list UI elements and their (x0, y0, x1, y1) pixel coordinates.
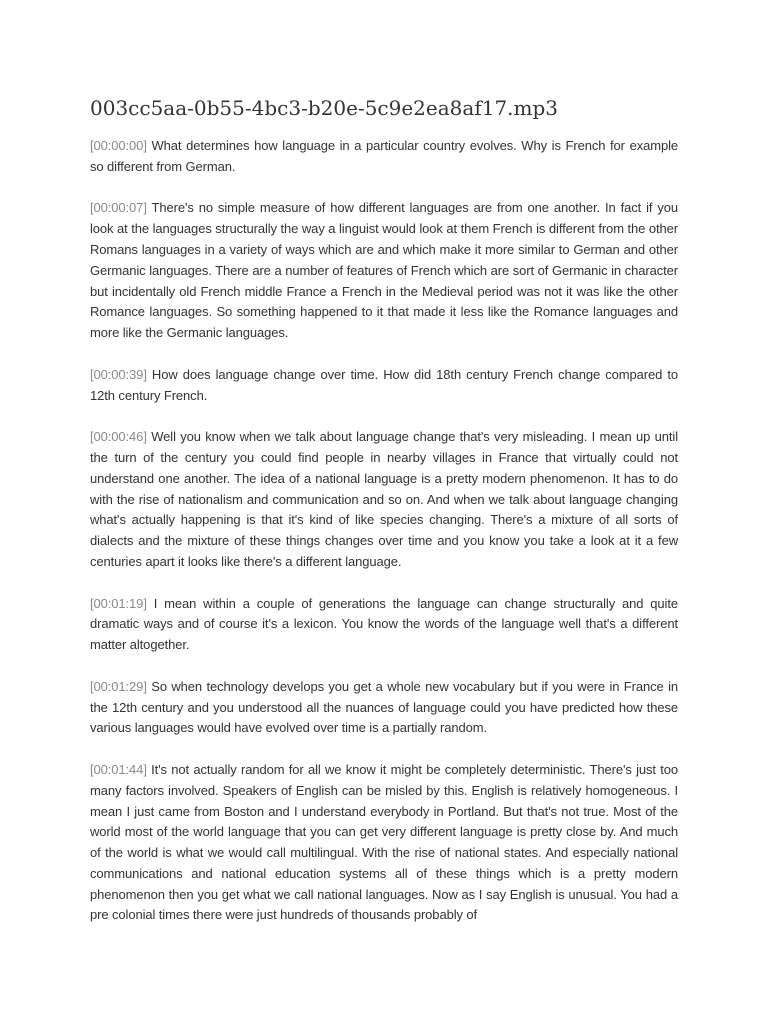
paragraph-text: How does language change over time. How did 18th century French change compared to 12th century French. (90, 366, 678, 403)
transcript-paragraph (90, 136, 678, 178)
paragraph-text: It's not actually random for all we know it might be completely deterministic. There's just too many factors involved. Speakers of English can be misled by this. English is relatively homogeneous. I mean I just came from Boston and I understand everybody in Portland. But that's not true. Most of the world most of the world language that you can get very different language is pretty close by. And much of the world is what we would call multilingual. With the rise of national states. And especially national communications and national education systems all of these things which is a pretty modern phenomenon then you get what we call national languages. Now as I say English is unusual. You had a pre colonial times there were just hundreds of thousands probably of (90, 761, 678, 923)
transcript-paragraph (90, 594, 678, 656)
timestamp: [00:00:46] (90, 429, 147, 445)
paragraph-text: Well you know when we talk about language change that's very misleading. I mean up until the turn of the century you could find people in nearby villages in France that virtually could not understand one another. The idea of a national language is a pretty modern phenomenon. It has to do with the rise of nationalism and communication and so on. And when we talk about language changing what's actually happening is that it's kind of like species changing. There's a mixture of all sorts of dialects and the mixture of these things changes over time and you know you take a look at it a few centuries apart it looks like there's a different language. (90, 429, 678, 569)
timestamp: [00:00:00] (90, 138, 147, 153)
paragraph-text: I mean within a couple of generations the language can change structurally and quite dramatic ways and of course it's a lexicon. You know the words of the language well that's a different matter altogether. (90, 595, 678, 653)
paragraph-text: There's no simple measure of how different languages are from one another. In fact if you look at the languages structurally the way a linguist would look at them French is different from the other Romans languages in a variety of ways which are and which make it more similar to German and other Germanic languages. There are a number of features of French which are sort of Germanic in character but incidentally old French middle France a French in the Medieval period was not it was like the other Romance languages. So something happened to it that made it less like the Romance languages and more like the Germanic languages. (90, 200, 678, 341)
timestamp: [00:01:19] (90, 595, 147, 611)
transcript-paragraph (90, 760, 678, 926)
timestamp: [00:01:44] (90, 761, 147, 777)
transcript-paragraph (90, 365, 678, 407)
document-title: 003cc5aa-0b55-4bc3-b20e-5c9e2ea8af17.mp3 (90, 96, 559, 120)
transcript-body (90, 136, 678, 947)
paragraph-text: So when technology develops you get a whole new vocabulary but if you were in France in the 12th century and you understood all the nuances of language could you have predicted how these various languages would have evolved over time is a partially random. (90, 678, 678, 736)
timestamp: [00:00:39] (90, 366, 147, 382)
timestamp: [00:00:07] (90, 200, 147, 216)
paragraph-text: What determines how language in a particular country evolves. Why is French for example so different from German. (90, 138, 679, 174)
transcript-paragraph (90, 198, 678, 344)
transcript-paragraph (90, 677, 678, 739)
transcript-paragraph (90, 427, 678, 573)
timestamp: [00:01:29] (90, 678, 147, 694)
